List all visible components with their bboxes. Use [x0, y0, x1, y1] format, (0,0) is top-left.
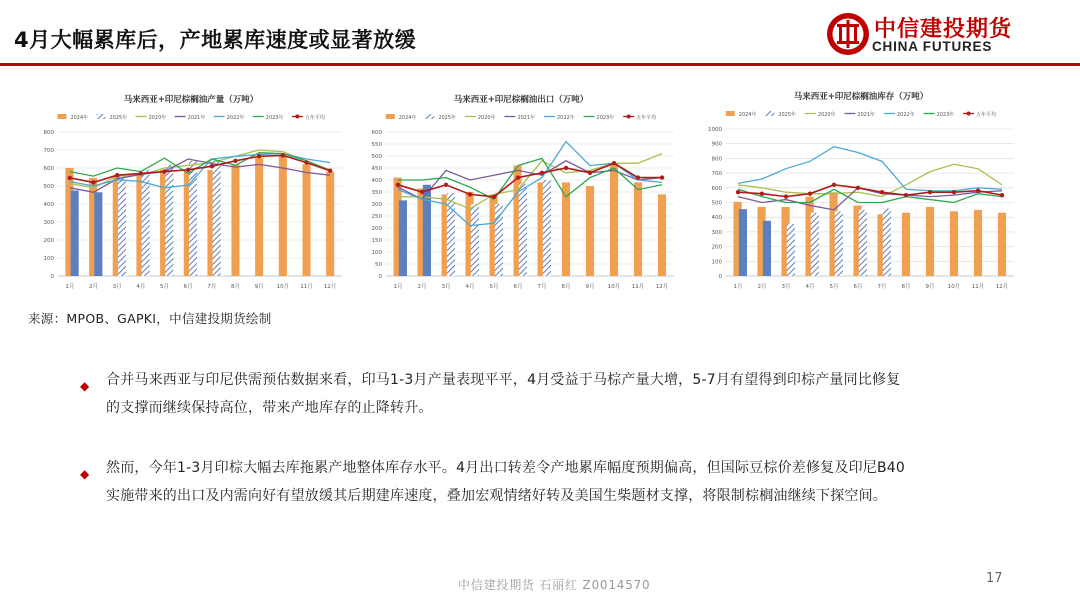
chart3-ytick-label: 100: [711, 259, 722, 266]
footer-author: 中信建投期货 石丽红 Z0014570: [458, 578, 651, 592]
svg-text:2022年: 2022年: [897, 112, 915, 118]
chart3-xtick-label: 3月: [781, 284, 791, 290]
chart3-ytick-label: 200: [711, 244, 722, 251]
chart3-series-line: [738, 147, 1002, 191]
chart3-xtick-label: 10月: [947, 284, 961, 290]
svg-text:2022年: 2022年: [226, 115, 245, 121]
chart3-ytick-label: 400: [711, 215, 722, 222]
chart2-ytick-label: 0: [378, 274, 382, 280]
header-divider: [0, 63, 1080, 66]
chart1-avg-point: [139, 171, 143, 175]
chart3-bar: [811, 213, 819, 276]
chart3-ytick-label: 0: [718, 274, 722, 280]
chart2-xtick-label: 12月: [655, 284, 669, 290]
chart1-xtick-label: 9月: [254, 284, 264, 290]
chart2-avg-point: [612, 161, 616, 165]
chart2-legend-item: [425, 114, 456, 121]
svg-text:2020年: 2020年: [148, 115, 167, 121]
page-title: 4月大幅累库后，产地累库速度或显著放缓: [14, 28, 417, 52]
chart3-avg-point: [784, 194, 788, 198]
chart3-bar: [974, 210, 982, 276]
svg-text:2021年: 2021年: [857, 112, 876, 118]
chart3-avg-point: [976, 189, 980, 193]
inventory-chart-svg: [700, 85, 1022, 298]
chart3-bar: [926, 207, 934, 276]
chart1-avg-point: [328, 169, 332, 173]
chart1-xtick-label: 6月: [183, 284, 193, 290]
chart3-bar: [787, 224, 795, 276]
chart2-ytick-label: 450: [371, 166, 382, 172]
chart2-legend-item: [465, 114, 496, 121]
chart2-bar: [586, 186, 594, 276]
chart1-avg-point: [257, 154, 261, 158]
chart2-legend-item: [584, 114, 615, 121]
chart1-ytick-label: 500: [43, 184, 54, 190]
chart2-ytick-label: 250: [371, 214, 382, 220]
chart3-ytick-label: 700: [711, 171, 722, 178]
chart1-bar: [118, 176, 126, 276]
chart3-xtick-label: 7月: [877, 284, 887, 290]
chart2-xtick-label: 7月: [537, 284, 547, 290]
chart3-legend-item: [924, 111, 955, 118]
chart3-bar: [739, 209, 747, 276]
chart1-avg-point: [233, 159, 237, 163]
chart3-avg-point: [736, 190, 740, 194]
chart1-ytick-label: 400: [43, 202, 54, 208]
svg-text:2022年: 2022年: [557, 115, 575, 121]
chart3-bar: [763, 221, 771, 276]
chart2-title: 马来西亚+印尼棕榈油出口（万吨）: [453, 95, 589, 105]
chart3-title: 马来西亚+印尼棕榈油库存（万吨）: [793, 92, 929, 102]
chart1-ytick-label: 200: [43, 238, 54, 244]
chart1-xtick-label: 11月: [300, 284, 313, 290]
svg-text:五年平均: 五年平均: [304, 115, 325, 121]
page-number: 17: [986, 571, 1003, 586]
chart3-avg-point: [808, 191, 812, 195]
chart2-bar: [634, 182, 642, 276]
chart1-bar: [189, 161, 197, 276]
chart3-bar: [859, 210, 867, 276]
chart3-ytick-label: 1000: [708, 127, 722, 133]
chart2-bar: [658, 194, 666, 276]
chart1-legend-item: [292, 114, 325, 121]
chart3-avg-point: [760, 191, 764, 195]
chart2-legend-item: [544, 114, 575, 121]
svg-text:2020年: 2020年: [477, 115, 496, 121]
chart2-ytick-label: 500: [371, 154, 382, 160]
chart2-xtick-label: 10月: [607, 284, 621, 290]
logo-emblem-icon: [826, 12, 870, 56]
chart3-ytick-label: 600: [711, 185, 722, 192]
chart3-bar: [998, 213, 1006, 276]
bullet-diamond-icon: ◆: [80, 467, 90, 481]
chart3-xtick-label: 9月: [925, 284, 935, 290]
chart2-avg-point: [444, 183, 448, 187]
chart2-bar: [495, 204, 503, 276]
paragraph-1: [80, 366, 1010, 422]
production-chart: [32, 88, 350, 298]
chart1-ytick-label: 100: [43, 256, 54, 262]
chart1-legend-item: [253, 114, 284, 121]
chart1-bar: [94, 192, 102, 276]
chart3-legend-item: [765, 111, 796, 118]
chart2-avg-point: [660, 175, 664, 179]
chart2-legend-item: [504, 114, 535, 121]
chart2-ytick-label: 100: [371, 250, 382, 256]
chart2-xtick-label: 8月: [561, 284, 571, 290]
chart2-ytick-label: 550: [371, 142, 382, 148]
chart3-avg-point: [904, 193, 908, 197]
chart1-bar: [71, 191, 79, 277]
chart2-xtick-label: 1月: [393, 284, 403, 290]
chart3-bar: [883, 208, 891, 276]
chart1-avg-point: [115, 173, 119, 177]
chart1-bar: [213, 161, 221, 276]
export-chart-svg: [360, 88, 682, 298]
chart3-legend-item: [805, 111, 836, 118]
chart3-avg-point: [880, 190, 884, 194]
chart1-legend-item: [97, 114, 128, 121]
chart2-avg-point: [420, 190, 424, 194]
chart1-avg-point: [210, 164, 214, 168]
chart2-xtick-label: 6月: [513, 284, 523, 290]
chart1-series-line: [70, 155, 330, 182]
logo-english-name: CHINA FUTURES: [872, 39, 993, 54]
chart1-bar: [279, 156, 287, 276]
chart1-ytick-label: 800: [43, 130, 54, 136]
chart2-legend-item: [386, 114, 417, 121]
chart1-avg-point: [281, 153, 285, 157]
source-note: 来源：MPOB、GAPKI，中信建投期货绘制: [28, 311, 272, 326]
chart1-legend-item: [136, 114, 167, 121]
chart2-ytick-label: 300: [371, 202, 382, 208]
chart1-avg-point: [68, 176, 72, 180]
chart1-xtick-label: 10月: [276, 284, 290, 290]
chart2-xtick-label: 5月: [489, 284, 499, 290]
inventory-chart: [700, 85, 1022, 298]
chart1-bar: [231, 164, 239, 276]
chart3-bar: [950, 211, 958, 276]
chart3-legend-item: [884, 111, 915, 118]
svg-text:五年平均: 五年平均: [976, 112, 997, 118]
chart1-xtick-label: 12月: [323, 284, 337, 290]
chart2-xtick-label: 4月: [465, 284, 475, 290]
chart1-legend-item: [175, 114, 206, 121]
chart1-avg-point: [162, 169, 166, 173]
paragraph-2-line-1: 然而，今年1-3月印棕大幅去库拖累产地整体库存水平。4月出口转差令产地累库幅度预期偏高，但国际豆棕价差修复及印尼B40: [106, 460, 905, 476]
svg-text:2020年: 2020年: [817, 112, 836, 118]
paragraph-2-line-2: 实施带来的出口及内需向好有望放缓其后期建库速度，叠加宏观情绪好转及美国生柴题材支撑，将限制棕榈油继续下探空间。: [106, 488, 887, 504]
chart1-ytick-label: 600: [43, 166, 54, 172]
chart3-avg-point: [832, 183, 836, 187]
chart3-legend-item: [963, 111, 996, 118]
chart2-ytick-label: 400: [371, 178, 382, 184]
chart2-bar: [610, 163, 618, 276]
svg-text:2023年: 2023年: [596, 115, 615, 121]
chart1-ytick-label: 0: [50, 274, 54, 280]
chart3-xtick-label: 4月: [805, 284, 815, 290]
chart1-legend-item: [57, 114, 88, 121]
paragraph-1-line-2: 的支撑而继续保持高位，带来产地库存的止降转升。: [106, 400, 433, 416]
chart3-legend-item: [844, 111, 875, 118]
chart1-bar: [255, 158, 263, 276]
svg-text:2021年: 2021年: [187, 115, 206, 121]
chart2-xtick-label: 9月: [585, 284, 595, 290]
logo-chinese-name: 中信建投期货: [874, 17, 1013, 42]
chart3-ytick-label: 500: [711, 200, 722, 207]
svg-text:2023年: 2023年: [265, 115, 284, 121]
svg-text:2025年: 2025年: [778, 112, 797, 118]
chart2-avg-point: [468, 192, 472, 196]
svg-text:2025年: 2025年: [109, 115, 128, 121]
chart1-ytick-label: 700: [43, 148, 54, 154]
export-chart: [360, 88, 682, 298]
chart1-bar: [165, 164, 173, 276]
chart2-bar: [471, 204, 479, 276]
chart1-xtick-label: 4月: [136, 284, 146, 290]
chart2-xtick-label: 2月: [417, 284, 427, 290]
chart2-series-line: [398, 158, 662, 199]
company-logo: [826, 10, 1076, 60]
chart1-avg-point: [304, 160, 308, 164]
svg-text:五年平均: 五年平均: [636, 115, 657, 121]
chart3-bar: [902, 213, 910, 276]
chart1-xtick-label: 2月: [89, 284, 98, 290]
chart2-legend-item: [623, 114, 656, 121]
svg-text:2024年: 2024年: [398, 115, 417, 121]
chart3-avg-point: [928, 190, 932, 194]
production-chart-svg: [32, 88, 350, 298]
chart1-xtick-label: 1月: [65, 284, 75, 290]
chart1-bar: [142, 170, 150, 276]
chart3-ytick-label: 800: [711, 156, 722, 163]
chart1-xtick-label: 3月: [112, 284, 122, 290]
chart1-avg-point: [186, 168, 190, 172]
chart2-bar: [543, 180, 551, 276]
chart2-avg-point: [492, 195, 496, 199]
chart3-xtick-label: 5月: [829, 284, 839, 290]
chart2-bar: [399, 200, 407, 276]
paragraph-1-line-1: 合并马来西亚与印尼供需预估数据来看，印马1-3月产量表现平平，4月受益于马棕产量大增，5-7月有望得到印棕产量同比修复: [106, 372, 901, 388]
chart3-ytick-label: 300: [711, 229, 722, 236]
chart2-ytick-label: 50: [375, 262, 382, 268]
chart2-xtick-label: 3月: [441, 284, 451, 290]
chart2-bar: [423, 185, 431, 276]
chart1-xtick-label: 5月: [160, 284, 169, 290]
chart3-ytick-label: 900: [711, 141, 722, 148]
chart1-xtick-label: 7月: [207, 284, 217, 290]
chart1-title: 马来西亚+印尼棕榈油产量（万吨）: [123, 95, 259, 105]
chart1-ytick-label: 300: [43, 220, 54, 226]
chart3-xtick-label: 6月: [853, 284, 863, 290]
svg-text:2021年: 2021年: [517, 115, 536, 121]
chart2-avg-point: [636, 175, 640, 179]
chart1-avg-point: [91, 180, 95, 184]
chart3-xtick-label: 8月: [901, 284, 911, 290]
svg-text:2023年: 2023年: [936, 112, 955, 118]
chart1-legend-item: [214, 114, 245, 121]
chart2-series-line: [398, 142, 662, 226]
chart1-bar: [302, 164, 310, 276]
chart2-ytick-label: 200: [371, 226, 382, 232]
chart1-bar: [326, 172, 334, 276]
chart2-ytick-label: 600: [371, 130, 382, 136]
paragraph-2: [80, 454, 1010, 510]
bullet-diamond-icon: ◆: [80, 379, 90, 393]
chart2-ytick-label: 350: [371, 190, 382, 196]
chart2-ytick-label: 150: [371, 238, 382, 244]
chart3-xtick-label: 11月: [971, 284, 985, 290]
chart2-avg-point: [540, 171, 544, 175]
chart3-avg-point: [856, 186, 860, 190]
chart3-xtick-label: 2月: [757, 284, 767, 290]
chart2-bar: [519, 184, 527, 276]
chart1-xtick-label: 8月: [231, 284, 240, 290]
svg-text:2024年: 2024年: [70, 115, 89, 121]
chart3-xtick-label: 12月: [995, 284, 1009, 290]
svg-text:2025年: 2025年: [438, 115, 457, 121]
chart3-bar: [835, 211, 843, 276]
chart2-avg-point: [396, 183, 400, 187]
chart3-avg-point: [1000, 193, 1004, 197]
chart2-xtick-label: 11月: [631, 284, 645, 290]
chart3-legend-item: [726, 111, 757, 118]
svg-text:2024年: 2024年: [738, 112, 757, 118]
chart2-avg-point: [516, 175, 520, 179]
chart2-avg-point: [564, 166, 568, 170]
chart3-xtick-label: 1月: [733, 284, 743, 290]
chart3-avg-point: [952, 190, 956, 194]
chart2-avg-point: [588, 171, 592, 175]
